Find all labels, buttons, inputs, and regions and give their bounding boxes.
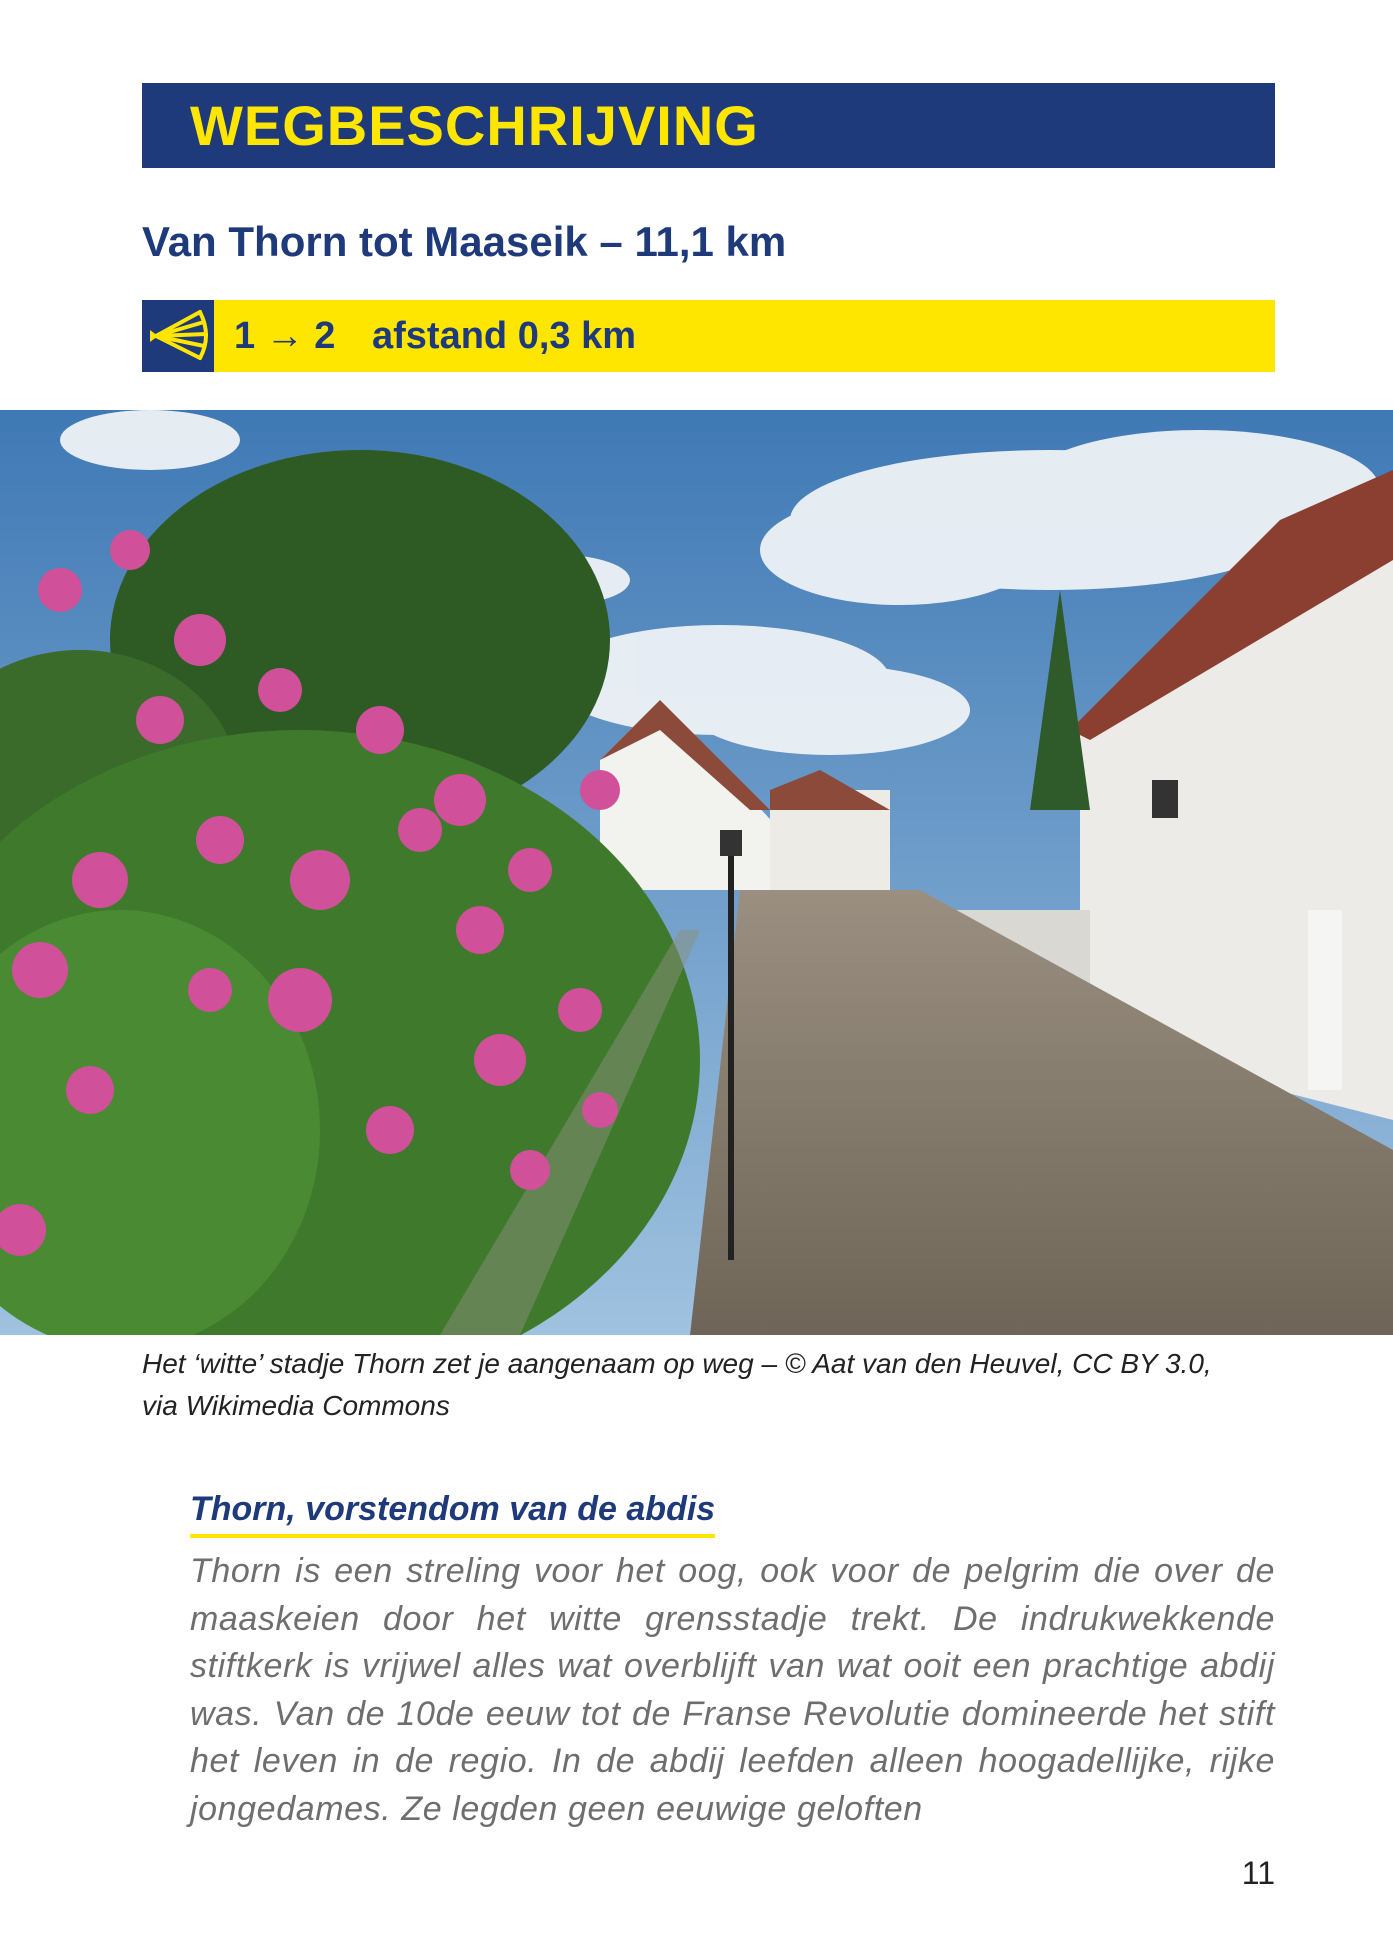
thorn-street-photo [0,410,1393,1335]
page-number: 11 [1241,1855,1275,1891]
body-paragraph: Thorn is een streling voor het oog, ook voor de pelgrim die over de maaskeien door het witte grensstadje trekt. De indrukwekkende stiftkerk is vrijwel alles wat overblijft van wat ooit een prachtige abdij was. Van de 10de eeuw tot de Franse Revolutie domineerde het stift het leven in de regio. In de abdij leefden alleen hoogadellijke, rijke jongedames. Ze legden geen eeuwige geloften [190,1552,1275,1828]
section-heading: Thorn, vorstendom van de abdis [190,1486,715,1538]
section-header-bar [142,83,1275,168]
stage-steps: 1 → 2 [234,315,336,357]
stage-distance: afstand 0,3 km [372,315,636,357]
route-title: Van Thorn tot Maaseik – 11,1 km [142,218,787,265]
section-title: WEGBESCHRIJVING [190,94,759,157]
scallop-shell-icon [142,300,214,372]
stage-bar [142,300,1275,372]
photo-caption: Het ‘witte’ stadje Thorn zet je aangenaam op weg – © Aat van den Heuvel, CC BY 3.0, via Wikimedia Commons [142,1348,1212,1421]
